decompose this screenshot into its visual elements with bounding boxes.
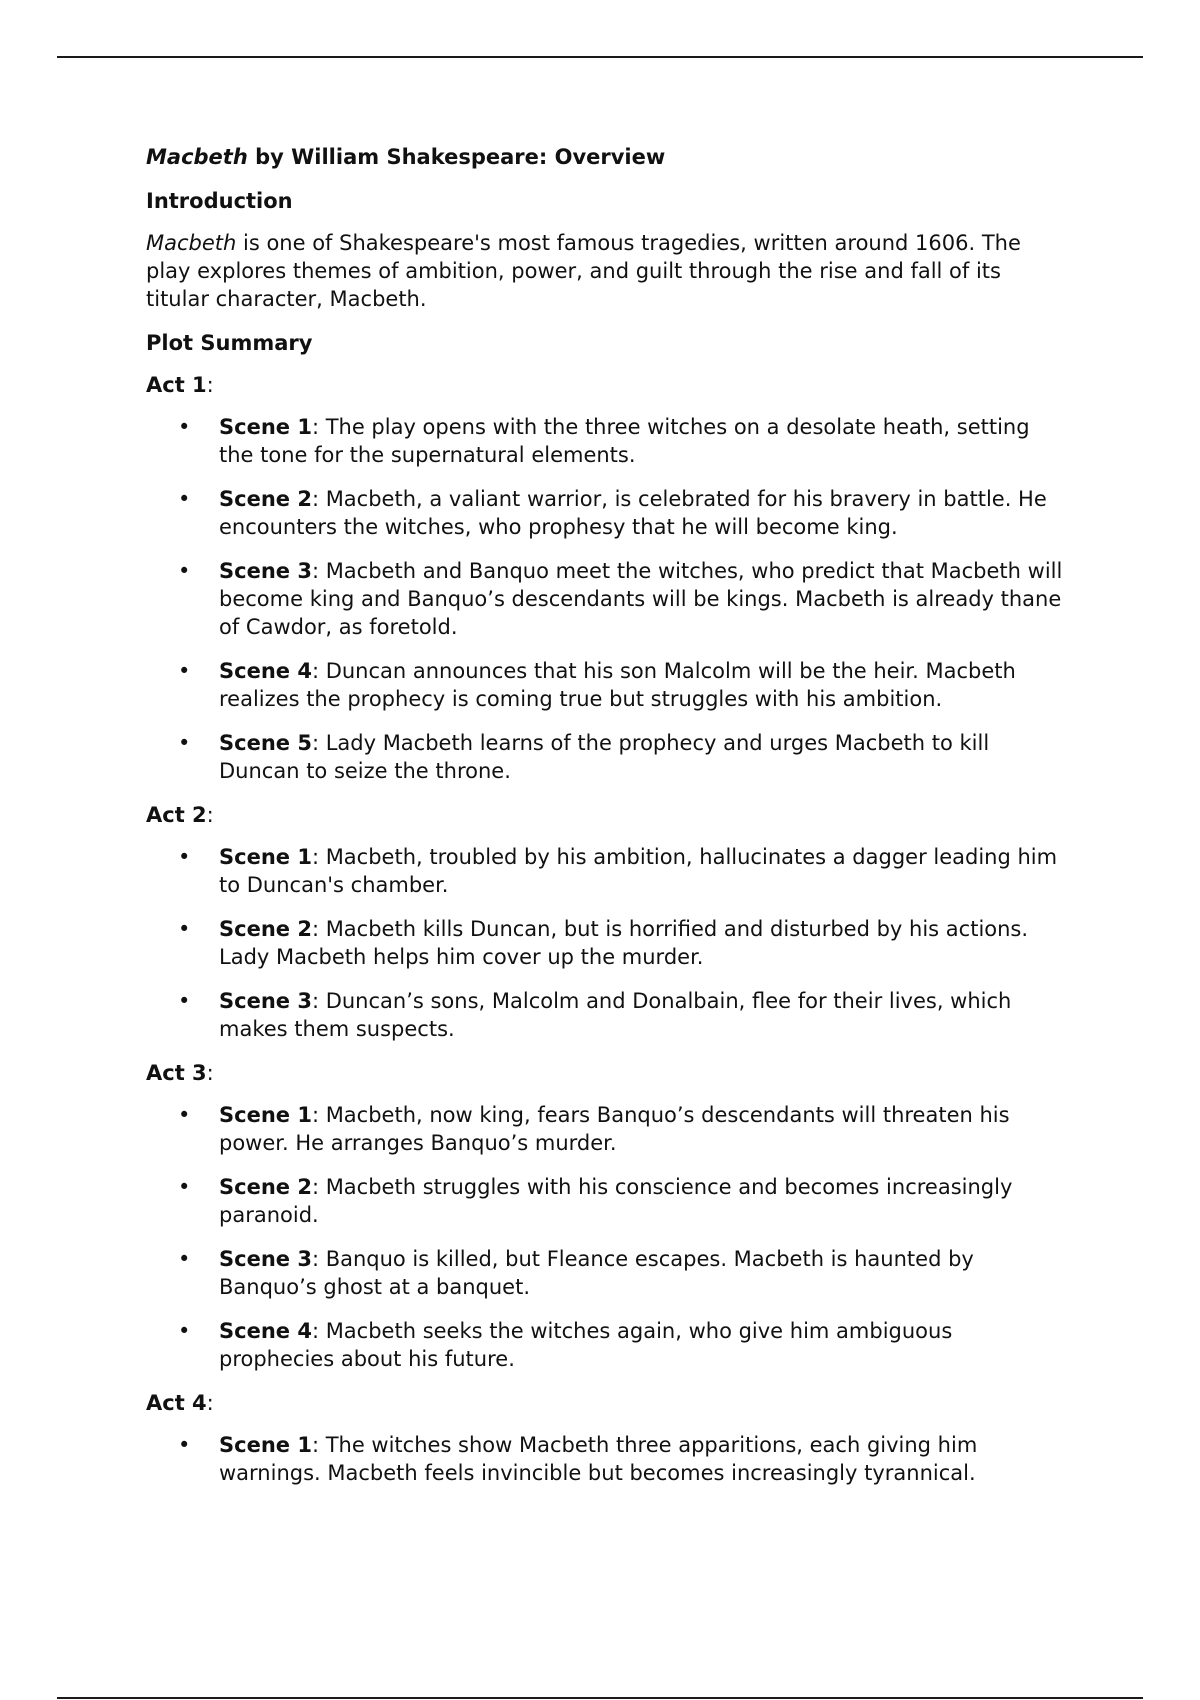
- scene-description: : Macbeth, a valiant warrior, is celebrated for his bravery in battle. He encounters the witches, who prophesy that he will become king.: [219, 487, 1047, 539]
- scene-item: [146, 557, 1066, 641]
- scene-description: : Macbeth seeks the witches again, who give him ambiguous prophecies about his future.: [219, 1319, 953, 1371]
- acts-container: [146, 371, 1066, 1487]
- act-label: Act 1: [146, 373, 207, 397]
- act-heading: [146, 1389, 1066, 1417]
- scene-description: : The witches show Macbeth three apparitions, each giving him warnings. Macbeth feels invincible but becomes increasingly tyrannical.: [219, 1433, 978, 1485]
- scene-description: : Duncan’s sons, Malcolm and Donalbain, flee for their lives, which makes them suspects.: [219, 989, 1012, 1041]
- act-label: Act 4: [146, 1391, 207, 1415]
- intro-text: is one of Shakespeare's most famous tragedies, written around 1606. The play explores themes of ambition, power, and guilt through the rise and fall of its titular character, Macbeth.: [146, 231, 1021, 311]
- scene-description: : Macbeth struggles with his conscience and becomes increasingly paranoid.: [219, 1175, 1013, 1227]
- scene-description: : Macbeth and Banquo meet the witches, who predict that Macbeth will become king and Banquo’s descendants will be kings. Macbeth is already thane of Cawdor, as foretold.: [219, 559, 1063, 639]
- scene-description: : Macbeth, troubled by his ambition, hallucinates a dagger leading him to Duncan's chamber.: [219, 845, 1058, 897]
- introduction-heading: Introduction: [146, 189, 293, 213]
- scene-item: [146, 1101, 1066, 1157]
- scene-name: Scene 2: [219, 487, 312, 511]
- scene-name: Scene 1: [219, 1103, 312, 1127]
- scene-description: : The play opens with the three witches on a desolate heath, setting the tone for the supernatural elements.: [219, 415, 1030, 467]
- bullet-icon: •: [178, 659, 191, 683]
- introduction-paragraph: [146, 229, 1066, 313]
- scene-description: : Macbeth, now king, fears Banquo’s descendants will threaten his power. He arranges Banquo’s murder.: [219, 1103, 1010, 1155]
- scene-list: [146, 1101, 1066, 1373]
- bullet-icon: •: [178, 1433, 191, 1457]
- document-title: [146, 143, 1066, 171]
- bullet-icon: •: [178, 487, 191, 511]
- scene-name: Scene 4: [219, 659, 312, 683]
- scene-name: Scene 1: [219, 845, 312, 869]
- scene-item: [146, 915, 1066, 971]
- act-label-colon: :: [206, 803, 214, 827]
- act-heading: [146, 371, 1066, 399]
- bullet-icon: •: [178, 559, 191, 583]
- act-label-colon: :: [206, 1391, 214, 1415]
- bullet-icon: •: [178, 1319, 191, 1343]
- act-label-colon: :: [206, 1061, 214, 1085]
- bullet-icon: •: [178, 731, 191, 755]
- act-heading: [146, 801, 1066, 829]
- bullet-icon: •: [178, 845, 191, 869]
- top-rule: [57, 56, 1143, 58]
- intro-italic: Macbeth: [146, 231, 237, 255]
- scene-description: : Duncan announces that his son Malcolm will be the heir. Macbeth realizes the prophecy is coming true but struggles with his ambition.: [219, 659, 1016, 711]
- scene-description: : Macbeth kills Duncan, but is horrified and disturbed by his actions. Lady Macbeth helps him cover up the murder.: [219, 917, 1029, 969]
- bullet-icon: •: [178, 415, 191, 439]
- scene-name: Scene 2: [219, 1175, 312, 1199]
- scene-name: Scene 3: [219, 989, 312, 1013]
- scene-name: Scene 1: [219, 415, 312, 439]
- title-rest: by William Shakespeare: Overview: [247, 145, 666, 169]
- scene-item: [146, 843, 1066, 899]
- scene-name: Scene 5: [219, 731, 312, 755]
- act-label: Act 2: [146, 803, 207, 827]
- scene-name: Scene 3: [219, 559, 312, 583]
- scene-name: Scene 2: [219, 917, 312, 941]
- scene-description: : Banquo is killed, but Fleance escapes. Macbeth is haunted by Banquo’s ghost at a banquet.: [219, 1247, 974, 1299]
- scene-item: [146, 729, 1066, 785]
- scene-item: [146, 657, 1066, 713]
- scene-item: [146, 413, 1066, 469]
- bullet-icon: •: [178, 1103, 191, 1127]
- scene-item: [146, 1173, 1066, 1229]
- scene-item: [146, 1431, 1066, 1487]
- scene-list: [146, 413, 1066, 785]
- scene-item: [146, 1317, 1066, 1373]
- scene-list: [146, 843, 1066, 1043]
- title-italic: Macbeth: [146, 145, 248, 169]
- scene-item: [146, 987, 1066, 1043]
- scene-item: [146, 485, 1066, 541]
- bullet-icon: •: [178, 1175, 191, 1199]
- bullet-icon: •: [178, 989, 191, 1013]
- scene-list: [146, 1431, 1066, 1487]
- document-body: [146, 143, 1066, 1503]
- plot-summary-heading: Plot Summary: [146, 331, 313, 355]
- scene-description: : Lady Macbeth learns of the prophecy and urges Macbeth to kill Duncan to seize the throne.: [219, 731, 990, 783]
- scene-name: Scene 3: [219, 1247, 312, 1271]
- bottom-rule: [57, 1697, 1143, 1699]
- scene-item: [146, 1245, 1066, 1301]
- act-label-colon: :: [206, 373, 214, 397]
- scene-name: Scene 1: [219, 1433, 312, 1457]
- act-label: Act 3: [146, 1061, 207, 1085]
- scene-name: Scene 4: [219, 1319, 312, 1343]
- act-heading: [146, 1059, 1066, 1087]
- bullet-icon: •: [178, 917, 191, 941]
- bullet-icon: •: [178, 1247, 191, 1271]
